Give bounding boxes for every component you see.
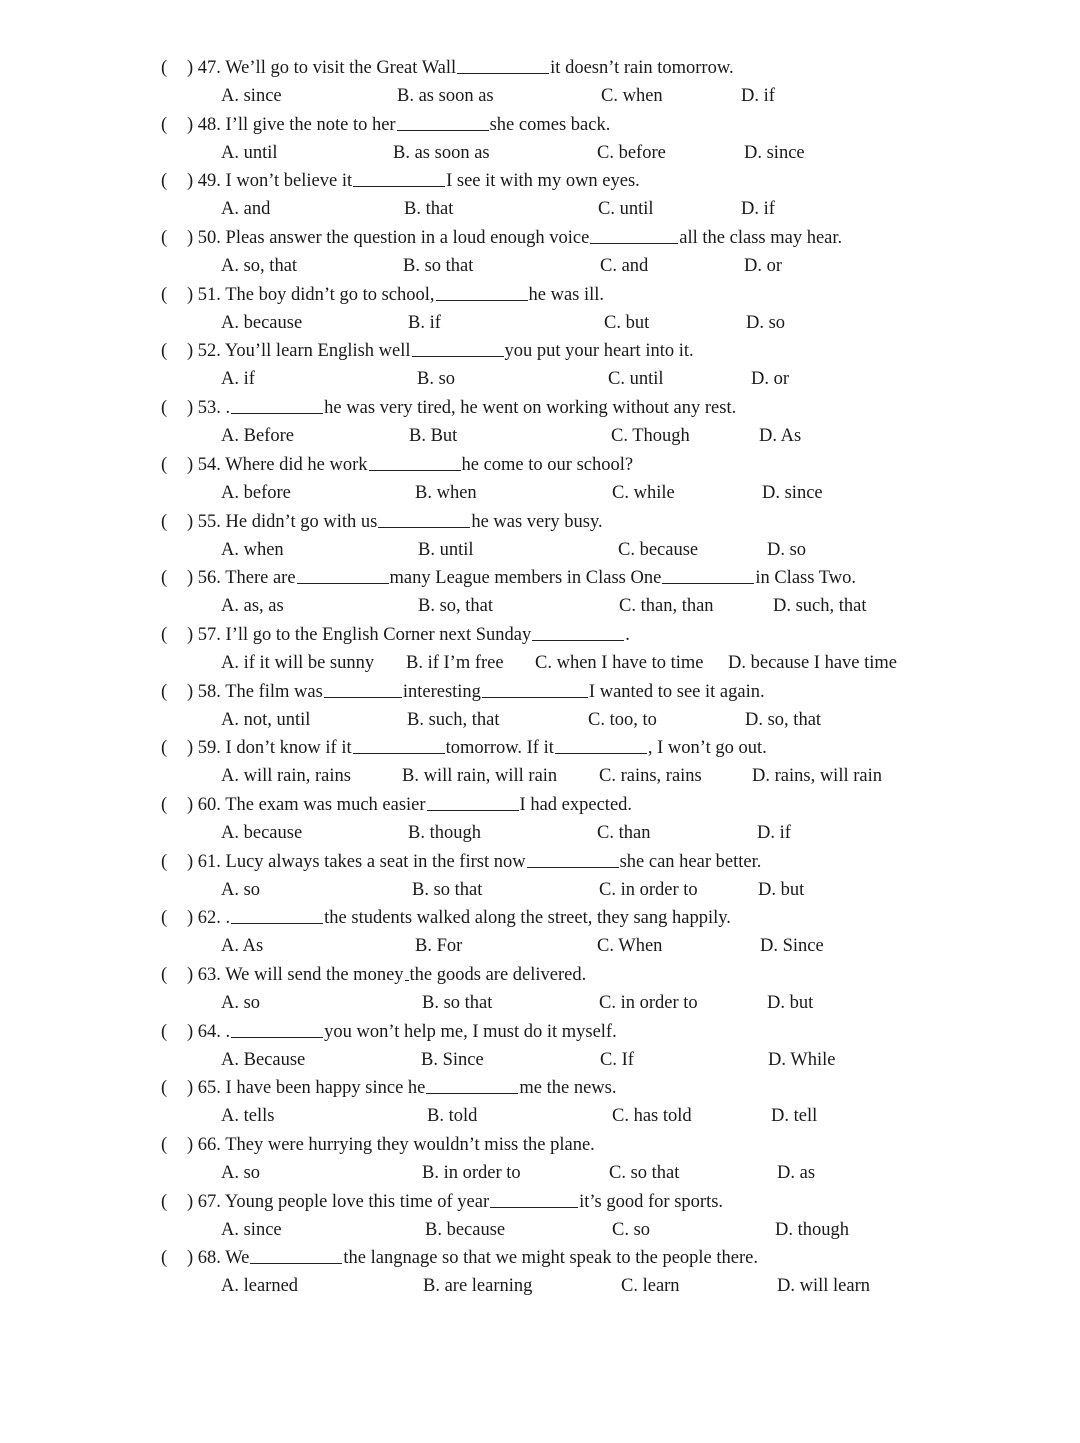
answer-option-c[interactable]: C. while	[612, 482, 675, 503]
answer-option-d[interactable]: D. or	[751, 369, 790, 390]
question-text: it doesn’t rain tomorrow.	[550, 58, 734, 78]
question-text: .	[225, 908, 231, 929]
question-number: ) 64.	[187, 1021, 226, 1042]
answer-option-a[interactable]: A. until	[221, 142, 278, 163]
answer-option-b[interactable]: B. so, that	[418, 596, 494, 617]
answer-option-b[interactable]: B. For	[415, 936, 463, 957]
question-item	[0, 54, 1080, 111]
answer-option-a[interactable]: A. so	[221, 1163, 261, 1184]
question-item	[0, 734, 1080, 791]
question-line	[161, 1074, 616, 1102]
answer-parenthesis: (	[161, 1078, 168, 1099]
answer-blank[interactable]	[490, 1189, 578, 1208]
question-line	[161, 394, 736, 422]
answer-blank[interactable]	[405, 962, 409, 981]
question-text: The film was	[225, 681, 323, 702]
answer-blank[interactable]	[436, 282, 528, 301]
answer-option-a[interactable]: A. because	[221, 822, 303, 843]
answer-blank[interactable]	[457, 55, 549, 74]
question-text: You’ll learn English well	[224, 341, 411, 362]
answer-option-a[interactable]: A. so	[221, 879, 261, 900]
answer-option-d[interactable]: D. or	[744, 256, 783, 277]
answer-option-d[interactable]: D. While	[768, 1049, 836, 1070]
question-text: They were hurrying they wouldn’t miss the plane.	[225, 1135, 595, 1156]
question-line	[161, 1244, 758, 1272]
question-item	[0, 1074, 1080, 1131]
question-text: We will send the money	[225, 965, 404, 985]
question-number: ) 53.	[187, 398, 226, 419]
question-text: I had expected.	[519, 794, 633, 815]
answer-parenthesis: (	[161, 965, 168, 985]
question-text: you won’t help me, I must do it myself.	[324, 1021, 617, 1042]
answer-option-a[interactable]: A. so	[221, 993, 261, 1013]
answer-option-d[interactable]: D. so	[746, 312, 786, 333]
question-text: she comes back.	[489, 114, 611, 135]
answer-option-c[interactable]: C. until	[608, 369, 664, 390]
question-item	[0, 1131, 1080, 1188]
answer-parenthesis: (	[161, 681, 168, 702]
answer-option-b[interactable]: B. that	[404, 199, 454, 220]
answer-option-a[interactable]: A. since	[221, 86, 282, 106]
question-text: I wanted to see it again.	[588, 681, 765, 702]
answer-option-b[interactable]: B. if I’m free	[406, 652, 504, 673]
answer-option-a[interactable]: A. Before	[221, 426, 294, 447]
answer-option-b[interactable]: B. so	[417, 369, 456, 390]
answer-option-b[interactable]: B. so that	[412, 879, 483, 900]
question-line	[161, 54, 734, 82]
question-text: Young people love this time of year	[224, 1191, 490, 1212]
question-text: I’ll go to the English Corner next Sunday	[225, 624, 532, 645]
answer-option-c[interactable]: C. learn	[621, 1276, 680, 1297]
answer-option-d[interactable]: D. will learn	[777, 1276, 870, 1297]
question-number: ) 67.	[187, 1191, 225, 1212]
question-item	[0, 111, 1080, 168]
answer-option-d[interactable]: D. if	[757, 822, 791, 843]
question-number: ) 66.	[187, 1135, 226, 1156]
answer-option-c[interactable]: C. but	[604, 312, 650, 333]
question-text: many League members in Class One	[389, 568, 662, 589]
question-item	[0, 337, 1080, 394]
answer-blank[interactable]	[412, 338, 504, 357]
question-text: .	[225, 1021, 231, 1042]
answer-option-c[interactable]: C. so	[612, 1219, 651, 1240]
question-line	[161, 1018, 617, 1046]
question-text: it’s good for sports.	[579, 1191, 724, 1212]
answer-blank[interactable]	[250, 1245, 342, 1264]
answer-option-a[interactable]: A. if	[221, 369, 255, 390]
question-text: you put your heart into it.	[504, 341, 694, 362]
answer-option-b[interactable]: B. Since	[421, 1049, 484, 1070]
question-number: ) 52.	[187, 341, 225, 362]
question-text: , I won’t go out.	[647, 738, 767, 759]
answer-option-c[interactable]: C. than, than	[619, 596, 714, 617]
answer-option-a[interactable]: A. before	[221, 482, 291, 503]
answer-option-c[interactable]: C. than	[597, 822, 651, 843]
question-number: ) 54.	[187, 454, 226, 475]
question-line	[161, 281, 604, 309]
question-number: ) 61.	[187, 851, 226, 872]
question-line	[161, 961, 586, 989]
answer-blank[interactable]	[231, 1019, 323, 1038]
answer-option-a[interactable]: A. learned	[221, 1276, 299, 1297]
answer-option-c[interactable]: C. because	[618, 539, 699, 560]
answer-option-c[interactable]: C. rains, rains	[599, 766, 702, 787]
question-line	[161, 337, 694, 365]
question-line	[161, 224, 842, 252]
answer-option-c[interactable]: C. and	[600, 256, 649, 277]
answer-option-a[interactable]: A. As	[221, 936, 264, 957]
answer-parenthesis: (	[161, 1191, 168, 1212]
question-text: in Class Two.	[755, 568, 856, 589]
answer-blank[interactable]	[662, 565, 754, 584]
question-text: I won’t believe it	[225, 171, 353, 192]
question-item	[0, 848, 1080, 905]
question-number: ) 56.	[187, 568, 226, 589]
answer-blank[interactable]	[426, 1075, 518, 1094]
question-item	[0, 1188, 1080, 1245]
question-item	[0, 791, 1080, 848]
answer-option-b[interactable]: B. though	[408, 822, 481, 843]
question-text: the goods are delivered.	[409, 965, 587, 985]
answer-blank[interactable]	[297, 565, 389, 584]
answer-parenthesis: (	[161, 511, 168, 532]
answer-option-c[interactable]: C. before	[597, 142, 666, 163]
answer-option-d[interactable]: D. because I have time	[728, 652, 897, 673]
question-item	[0, 621, 1080, 678]
answer-parenthesis: (	[161, 624, 168, 645]
answer-option-c[interactable]: C. so that	[609, 1163, 680, 1184]
question-item	[0, 678, 1080, 735]
question-text: he was ill.	[528, 284, 605, 305]
answer-option-a[interactable]: A. so, that	[221, 256, 298, 277]
question-text: I have been happy since he	[225, 1078, 426, 1099]
question-text: the langnage so that we might speak to the people there.	[343, 1248, 758, 1269]
question-item	[0, 394, 1080, 451]
question-text: We’ll go to visit the Great Wall	[225, 58, 457, 78]
question-number: ) 62.	[187, 908, 226, 929]
question-item	[0, 451, 1080, 508]
question-item	[0, 167, 1080, 224]
answer-blank[interactable]	[482, 679, 588, 698]
answer-parenthesis: (	[161, 341, 168, 362]
answer-option-d[interactable]: D. tell	[771, 1106, 818, 1127]
question-text: he was very tired, he went on working without any rest.	[324, 398, 737, 419]
answer-parenthesis: (	[161, 794, 168, 815]
answer-option-c[interactable]: C. when I have to time	[535, 652, 704, 673]
answer-parenthesis: (	[161, 1248, 168, 1269]
exam-sheet	[0, 54, 1080, 1301]
question-text: .	[625, 624, 630, 645]
answer-option-c[interactable]: C. until	[598, 199, 654, 220]
question-line	[161, 1188, 723, 1216]
question-line	[161, 508, 603, 536]
question-number: ) 65.	[187, 1078, 226, 1099]
question-line	[161, 904, 731, 932]
answer-option-c[interactable]: C. If	[600, 1049, 634, 1070]
answer-option-a[interactable]: A. if it will be sunny	[221, 652, 375, 673]
answer-option-d[interactable]: D. but	[758, 879, 805, 900]
answer-option-b[interactable]: B. will rain, will rain	[402, 766, 558, 787]
question-item	[0, 904, 1080, 961]
answer-option-b[interactable]: B. But	[409, 426, 458, 447]
answer-blank[interactable]	[369, 452, 461, 471]
answer-parenthesis: (	[161, 1021, 168, 1042]
answer-option-d[interactable]: D. As	[759, 426, 802, 447]
answer-blank[interactable]	[353, 735, 445, 754]
question-line	[161, 167, 640, 195]
answer-blank[interactable]	[353, 168, 445, 187]
answer-parenthesis: (	[161, 58, 168, 78]
answer-blank[interactable]	[532, 622, 624, 641]
question-text: he come to our school?	[461, 454, 634, 475]
question-text: interesting	[402, 681, 481, 702]
answer-option-b[interactable]: B. until	[418, 539, 474, 560]
question-text: she can hear better.	[619, 851, 762, 872]
answer-option-b[interactable]: B. because	[425, 1219, 506, 1240]
answer-option-b[interactable]: B. as soon as	[393, 142, 490, 163]
answer-parenthesis: (	[161, 851, 168, 872]
answer-option-d[interactable]: D. such, that	[773, 596, 867, 617]
answer-option-d[interactable]: D. as	[777, 1163, 816, 1184]
question-number: ) 58.	[187, 681, 226, 702]
answer-option-c[interactable]: C. when	[601, 86, 663, 106]
question-line	[161, 791, 632, 819]
question-item	[0, 564, 1080, 621]
answer-parenthesis: (	[161, 398, 168, 419]
answer-option-a[interactable]: A. when	[221, 539, 284, 560]
answer-option-a[interactable]: A. not, until	[221, 709, 311, 730]
question-line	[161, 734, 767, 762]
answer-option-a[interactable]: A. because	[221, 312, 303, 333]
question-number: ) 68.	[187, 1248, 226, 1269]
answer-blank[interactable]	[231, 905, 323, 924]
question-number: ) 57.	[187, 624, 226, 645]
question-text: Where did he work	[225, 454, 368, 475]
question-text: he was very busy.	[471, 511, 603, 532]
question-number: ) 48.	[187, 114, 226, 135]
question-number: ) 50.	[187, 228, 226, 249]
answer-option-d[interactable]: D. though	[775, 1219, 849, 1240]
question-line	[161, 564, 856, 592]
question-text: Pleas answer the question in a loud enough voice	[225, 228, 590, 249]
answer-option-b[interactable]: B. told	[427, 1106, 478, 1127]
answer-option-c[interactable]: C. too, to	[588, 709, 657, 730]
question-text: I don’t know if it	[225, 738, 352, 759]
answer-option-c[interactable]: C. has told	[612, 1106, 692, 1127]
answer-blank[interactable]	[324, 679, 402, 698]
question-item	[0, 281, 1080, 338]
question-number: ) 55.	[187, 511, 226, 532]
question-number: ) 63.	[187, 965, 226, 985]
question-text: tomorrow. If it	[445, 738, 554, 759]
answer-parenthesis: (	[161, 228, 168, 249]
question-number: ) 60.	[187, 794, 226, 815]
question-text: I see it with my own eyes.	[446, 171, 640, 192]
answer-parenthesis: (	[161, 738, 168, 759]
answer-option-d[interactable]: D. so	[767, 539, 807, 560]
answer-option-b[interactable]: B. such, that	[407, 709, 500, 730]
answer-option-b[interactable]: B. are learning	[423, 1276, 533, 1297]
answer-option-b[interactable]: B. if	[408, 312, 441, 333]
answer-option-d[interactable]: D. if	[741, 199, 775, 220]
answer-parenthesis: (	[161, 114, 168, 135]
answer-option-a[interactable]: A. will rain, rains	[221, 766, 351, 787]
question-item	[0, 1244, 1080, 1301]
answer-option-b[interactable]: B. so that	[403, 256, 474, 277]
question-number: ) 47.	[187, 58, 226, 78]
question-text: Lucy always takes a seat in the first now	[225, 851, 526, 872]
answer-option-a[interactable]: A. as, as	[221, 596, 284, 617]
answer-blank[interactable]	[555, 735, 647, 754]
answer-parenthesis: (	[161, 454, 168, 475]
question-text: I’ll give the note to her	[225, 114, 396, 135]
question-line	[161, 1131, 595, 1159]
question-text: There are	[225, 568, 296, 589]
answer-parenthesis: (	[161, 1135, 168, 1156]
answer-blank[interactable]	[378, 509, 470, 528]
answer-option-a[interactable]: A. since	[221, 1219, 282, 1240]
question-text: The boy didn’t go to school,	[225, 284, 435, 305]
answer-option-d[interactable]: D. but	[767, 993, 814, 1013]
answer-option-c[interactable]: C. Though	[611, 426, 690, 447]
answer-option-c[interactable]: C. in order to	[599, 879, 698, 900]
answer-option-b[interactable]: B. as soon as	[397, 86, 494, 106]
question-line	[161, 848, 761, 876]
answer-option-d[interactable]: D. since	[744, 142, 805, 163]
question-text: He didn’t go with us	[225, 511, 378, 532]
question-line	[161, 111, 610, 139]
answer-option-b[interactable]: B. when	[415, 482, 477, 503]
question-number: ) 49.	[187, 171, 226, 192]
answer-parenthesis: (	[161, 171, 168, 192]
answer-parenthesis: (	[161, 908, 168, 929]
answer-option-a[interactable]: A. and	[221, 199, 271, 220]
question-item	[0, 961, 1080, 1018]
answer-blank[interactable]	[590, 225, 678, 244]
answer-blank[interactable]	[397, 112, 489, 131]
question-line	[161, 451, 633, 479]
question-line	[161, 678, 765, 706]
answer-parenthesis: (	[161, 568, 168, 589]
question-text: the students walked along the street, they sang happily.	[324, 908, 731, 929]
answer-option-d[interactable]: D. rains, will rain	[752, 766, 882, 787]
answer-blank[interactable]	[231, 395, 323, 414]
answer-option-c[interactable]: C. When	[597, 936, 663, 957]
answer-option-a[interactable]: A. tells	[221, 1106, 275, 1127]
question-text: We	[225, 1248, 250, 1269]
answer-parenthesis: (	[161, 284, 168, 305]
question-line	[161, 621, 630, 649]
question-item	[0, 508, 1080, 565]
answer-option-c[interactable]: C. in order to	[599, 993, 698, 1013]
question-item	[0, 224, 1080, 281]
answer-option-b[interactable]: B. in order to	[422, 1163, 521, 1184]
answer-option-d[interactable]: D. if	[741, 86, 775, 106]
answer-option-d[interactable]: D. so, that	[745, 709, 822, 730]
question-text: .	[225, 398, 231, 419]
question-item	[0, 1018, 1080, 1075]
answer-option-b[interactable]: B. so that	[422, 993, 493, 1013]
answer-option-d[interactable]: D. since	[762, 482, 823, 503]
answer-blank[interactable]	[527, 849, 619, 868]
question-number: ) 59.	[187, 738, 226, 759]
question-number: ) 51.	[187, 284, 226, 305]
question-text: The exam was much easier	[225, 794, 426, 815]
answer-blank[interactable]	[427, 792, 519, 811]
answer-option-d[interactable]: D. Since	[760, 936, 824, 957]
question-text: all the class may hear.	[679, 228, 843, 249]
question-text: me the news.	[519, 1078, 617, 1099]
answer-option-a[interactable]: A. Because	[221, 1049, 306, 1070]
